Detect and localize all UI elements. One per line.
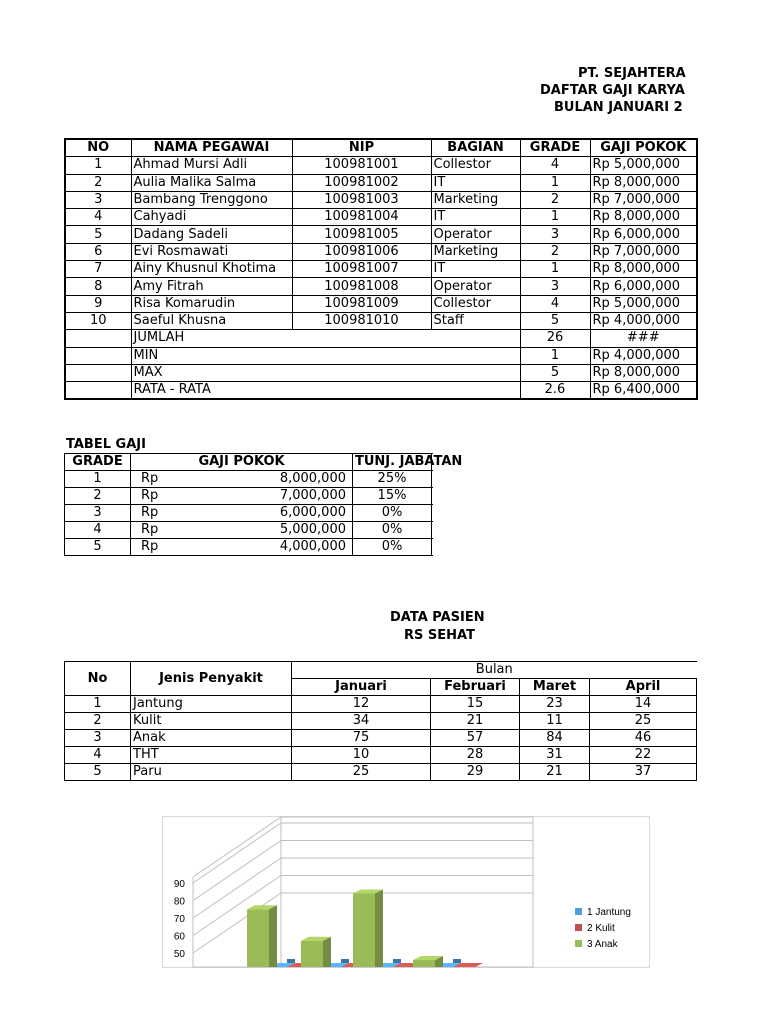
cell-disease: Kulit bbox=[131, 713, 292, 730]
table-row bbox=[65, 730, 697, 747]
patient-subtitle: RS SEHAT bbox=[404, 628, 475, 643]
cell-month-value: 23 bbox=[520, 696, 590, 713]
employee-salary-table bbox=[64, 138, 698, 400]
cell-bagian: Operator bbox=[431, 278, 520, 295]
summary-row bbox=[65, 364, 697, 381]
col-header-grade: GRADE bbox=[520, 139, 590, 157]
cell-bagian: Collestor bbox=[431, 295, 520, 312]
cell-currency: Rp bbox=[131, 488, 171, 505]
cell-gaji: Rp 8,000,000 bbox=[590, 209, 697, 226]
salary-grade-rows bbox=[65, 471, 432, 556]
cell-bagian: Collestor bbox=[431, 157, 520, 174]
salary-table-title: TABEL GAJI bbox=[66, 437, 146, 452]
cell-gaji: Rp 7,000,000 bbox=[590, 191, 697, 208]
cell-no: 5 bbox=[65, 764, 131, 781]
cell-no: 4 bbox=[65, 209, 131, 226]
table-row bbox=[65, 747, 697, 764]
cell-gaji: Rp 8,000,000 bbox=[590, 261, 697, 278]
cell-no: 3 bbox=[65, 191, 131, 208]
cell-grade: 1 bbox=[520, 174, 590, 191]
summary-gaji: Rp 4,000,000 bbox=[590, 347, 697, 364]
cell-bagian: IT bbox=[431, 261, 520, 278]
chart-y-tick-label: 50 bbox=[173, 949, 185, 960]
cell-no: 2 bbox=[65, 174, 131, 191]
cell-disease: Paru bbox=[131, 764, 292, 781]
cell-no: 3 bbox=[65, 730, 131, 747]
cell-gaji: Rp 6,000,000 bbox=[590, 278, 697, 295]
chart-y-tick-label: 80 bbox=[173, 896, 185, 908]
table-row bbox=[65, 471, 432, 488]
cell-grade: 5 bbox=[520, 312, 590, 329]
col-header-tunjangan: TUNJ. JABATAN bbox=[353, 454, 432, 471]
period-title: BULAN JANUARI 2 bbox=[554, 100, 683, 115]
cell-grade: 1 bbox=[520, 209, 590, 226]
table-row bbox=[65, 295, 697, 312]
cell-month-value: 11 bbox=[520, 713, 590, 730]
summary-gaji: ### bbox=[590, 330, 697, 347]
table-row bbox=[65, 174, 697, 191]
chart-bar bbox=[413, 960, 435, 967]
cell-gaji: Rp 5,000,000 bbox=[590, 295, 697, 312]
table-row bbox=[65, 505, 432, 522]
chart-y-tick-label: 60 bbox=[173, 931, 185, 943]
chart-canvas bbox=[163, 817, 649, 967]
cell-month-value: 21 bbox=[431, 713, 520, 730]
summary-row bbox=[65, 382, 697, 400]
cell-grade: 5 bbox=[65, 539, 131, 556]
cell-gaji: Rp 5,000,000 bbox=[590, 157, 697, 174]
cell-disease: THT bbox=[131, 747, 292, 764]
table-row bbox=[65, 539, 432, 556]
col-header-nama: NAMA PEGAWAI bbox=[131, 139, 292, 157]
cell-no: 6 bbox=[65, 243, 131, 260]
cell-nama: Ahmad Mursi Adli bbox=[131, 157, 292, 174]
summary-grade: 26 bbox=[520, 330, 590, 347]
cell-grade: 2 bbox=[520, 191, 590, 208]
col-header-month: April bbox=[590, 679, 697, 696]
cell-month-value: 12 bbox=[292, 696, 431, 713]
chart-bar-side bbox=[323, 937, 331, 967]
cell-nip: 100981007 bbox=[292, 261, 431, 278]
chart-bar bbox=[353, 894, 375, 968]
chart-y-tick-label: 90 bbox=[173, 879, 185, 890]
cell-currency: Rp bbox=[131, 505, 171, 522]
cell-gaji: Rp 6,000,000 bbox=[590, 226, 697, 243]
cell-month-value: 25 bbox=[590, 713, 697, 730]
cell-month-value: 21 bbox=[520, 764, 590, 781]
summary-grade: 2.6 bbox=[520, 382, 590, 400]
cell-nama: Aulia Malika Salma bbox=[131, 174, 292, 191]
cell-no: 5 bbox=[65, 226, 131, 243]
cell-empty bbox=[65, 382, 131, 400]
table-row bbox=[65, 696, 697, 713]
cell-gaji: 8,000,000 bbox=[171, 471, 353, 488]
legend-label: 2 Kulit bbox=[587, 923, 615, 934]
summary-row bbox=[65, 347, 697, 364]
summary-label: RATA - RATA bbox=[131, 382, 520, 400]
cell-nama: Amy Fitrah bbox=[131, 278, 292, 295]
summary-label: MIN bbox=[131, 347, 520, 364]
cell-currency: Rp bbox=[131, 539, 171, 556]
cell-nama: Ainy Khusnul Khotima bbox=[131, 261, 292, 278]
cell-tunjangan: 25% bbox=[353, 471, 432, 488]
cell-nip: 100981003 bbox=[292, 191, 431, 208]
cell-bagian: IT bbox=[431, 174, 520, 191]
cell-grade: 4 bbox=[520, 295, 590, 312]
col-header-month: Januari bbox=[292, 679, 431, 696]
cell-tunjangan: 0% bbox=[353, 539, 432, 556]
chart-bar bbox=[301, 941, 323, 967]
cell-month-value: 84 bbox=[520, 730, 590, 747]
col-header-disease: Jenis Penyakit bbox=[131, 662, 292, 696]
cell-month-value: 75 bbox=[292, 730, 431, 747]
col-header-month: Februari bbox=[431, 679, 520, 696]
patient-chart bbox=[162, 816, 650, 968]
patient-title: DATA PASIEN bbox=[390, 610, 485, 625]
cell-bagian: Marketing bbox=[431, 243, 520, 260]
table-row bbox=[65, 522, 432, 539]
cell-nip: 100981009 bbox=[292, 295, 431, 312]
legend-swatch bbox=[575, 908, 582, 915]
table-row bbox=[65, 261, 697, 278]
cell-month-value: 15 bbox=[431, 696, 520, 713]
cell-gaji: 6,000,000 bbox=[171, 505, 353, 522]
cell-no: 4 bbox=[65, 747, 131, 764]
cell-grade: 2 bbox=[65, 488, 131, 505]
cell-no: 9 bbox=[65, 295, 131, 312]
cell-nip: 100981005 bbox=[292, 226, 431, 243]
cell-grade: 3 bbox=[520, 226, 590, 243]
cell-empty bbox=[65, 330, 131, 347]
cell-disease: Anak bbox=[131, 730, 292, 747]
col-header-gaji: GAJI POKOK bbox=[590, 139, 697, 157]
cell-month-value: 34 bbox=[292, 713, 431, 730]
cell-month-value: 31 bbox=[520, 747, 590, 764]
chart-bar bbox=[247, 909, 269, 967]
document-title: DAFTAR GAJI KARYA bbox=[540, 83, 685, 98]
cell-month-value: 28 bbox=[431, 747, 520, 764]
cell-no: 7 bbox=[65, 261, 131, 278]
table-row bbox=[65, 226, 697, 243]
summary-row bbox=[65, 330, 697, 347]
cell-nip: 100981004 bbox=[292, 209, 431, 226]
summary-grade: 1 bbox=[520, 347, 590, 364]
cell-nama: Cahyadi bbox=[131, 209, 292, 226]
cell-nama: Saeful Khusna bbox=[131, 312, 292, 329]
company-title: PT. SEJAHTERA bbox=[578, 66, 686, 81]
cell-nama: Bambang Trenggono bbox=[131, 191, 292, 208]
cell-grade: 1 bbox=[65, 471, 131, 488]
salary-grade-table bbox=[64, 453, 463, 556]
table-header-row bbox=[65, 454, 432, 471]
cell-grade: 3 bbox=[520, 278, 590, 295]
cell-no: 1 bbox=[65, 696, 131, 713]
table-row bbox=[65, 243, 697, 260]
cell-grade: 3 bbox=[65, 505, 131, 522]
cell-month-value: 37 bbox=[590, 764, 697, 781]
cell-no: 2 bbox=[65, 713, 131, 730]
cell-gaji: 4,000,000 bbox=[171, 539, 353, 556]
cell-grade: 4 bbox=[520, 157, 590, 174]
cell-currency: Rp bbox=[131, 471, 171, 488]
cell-gaji: Rp 4,000,000 bbox=[590, 312, 697, 329]
cell-no: 8 bbox=[65, 278, 131, 295]
table-header-row bbox=[65, 139, 697, 157]
cell-nip: 100981010 bbox=[292, 312, 431, 329]
summary-gaji: Rp 6,400,000 bbox=[590, 382, 697, 400]
cell-bagian: Staff bbox=[431, 312, 520, 329]
table-row bbox=[65, 157, 697, 174]
cell-gaji: Rp 8,000,000 bbox=[590, 174, 697, 191]
col-header-bagian: BAGIAN bbox=[431, 139, 520, 157]
legend-label: 1 Jantung bbox=[587, 907, 631, 918]
col-header-month: Maret bbox=[520, 679, 590, 696]
cell-gaji: 5,000,000 bbox=[171, 522, 353, 539]
cell-gaji: Rp 7,000,000 bbox=[590, 243, 697, 260]
table-row bbox=[65, 713, 697, 730]
table-row bbox=[65, 209, 697, 226]
employee-rows bbox=[65, 157, 697, 400]
chart-bar-side bbox=[269, 905, 277, 967]
legend-label: 3 Anak bbox=[587, 939, 618, 950]
cell-tunjangan: 15% bbox=[353, 488, 432, 505]
cell-month-value: 22 bbox=[590, 747, 697, 764]
patient-rows bbox=[65, 696, 697, 781]
cell-nip: 100981001 bbox=[292, 157, 431, 174]
col-header-month-group: Bulan bbox=[292, 662, 697, 679]
legend-swatch bbox=[575, 924, 582, 931]
chart-y-tick-label: 70 bbox=[173, 914, 185, 925]
col-header-nip: NIP bbox=[292, 139, 431, 157]
cell-grade: 1 bbox=[520, 261, 590, 278]
cell-month-value: 10 bbox=[292, 747, 431, 764]
table-header-row bbox=[65, 662, 697, 679]
table-row bbox=[65, 488, 432, 505]
cell-nip: 100981002 bbox=[292, 174, 431, 191]
patient-table bbox=[64, 661, 697, 781]
chart-bar-side bbox=[375, 890, 383, 968]
cell-empty bbox=[65, 347, 131, 364]
col-header-gaji: GAJI POKOK bbox=[131, 454, 353, 471]
table-row bbox=[65, 191, 697, 208]
cell-bagian: Marketing bbox=[431, 191, 520, 208]
cell-currency: Rp bbox=[131, 522, 171, 539]
col-header-no: NO bbox=[65, 139, 131, 157]
table-row bbox=[65, 312, 697, 329]
cell-empty bbox=[65, 364, 131, 381]
cell-nama: Dadang Sadeli bbox=[131, 226, 292, 243]
cell-no: 1 bbox=[65, 157, 131, 174]
cell-month-value: 25 bbox=[292, 764, 431, 781]
table-row bbox=[65, 764, 697, 781]
cell-grade: 2 bbox=[520, 243, 590, 260]
summary-gaji: Rp 8,000,000 bbox=[590, 364, 697, 381]
summary-grade: 5 bbox=[520, 364, 590, 381]
cell-disease: Jantung bbox=[131, 696, 292, 713]
table-row bbox=[65, 278, 697, 295]
cell-nip: 100981008 bbox=[292, 278, 431, 295]
cell-bagian: IT bbox=[431, 209, 520, 226]
cell-tunjangan: 0% bbox=[353, 505, 432, 522]
legend-swatch bbox=[575, 940, 582, 947]
cell-month-value: 14 bbox=[590, 696, 697, 713]
cell-nama: Risa Komarudin bbox=[131, 295, 292, 312]
summary-label: JUMLAH bbox=[131, 330, 520, 347]
col-header-no: No bbox=[65, 662, 131, 696]
cell-no: 10 bbox=[65, 312, 131, 329]
cell-nip: 100981006 bbox=[292, 243, 431, 260]
cell-month-value: 46 bbox=[590, 730, 697, 747]
cell-nama: Evi Rosmawati bbox=[131, 243, 292, 260]
cell-bagian: Operator bbox=[431, 226, 520, 243]
col-header-grade: GRADE bbox=[65, 454, 131, 471]
cell-month-value: 29 bbox=[431, 764, 520, 781]
cell-tunjangan: 0% bbox=[353, 522, 432, 539]
cell-gaji: 7,000,000 bbox=[171, 488, 353, 505]
cell-grade: 4 bbox=[65, 522, 131, 539]
cell-month-value: 57 bbox=[431, 730, 520, 747]
summary-label: MAX bbox=[131, 364, 520, 381]
